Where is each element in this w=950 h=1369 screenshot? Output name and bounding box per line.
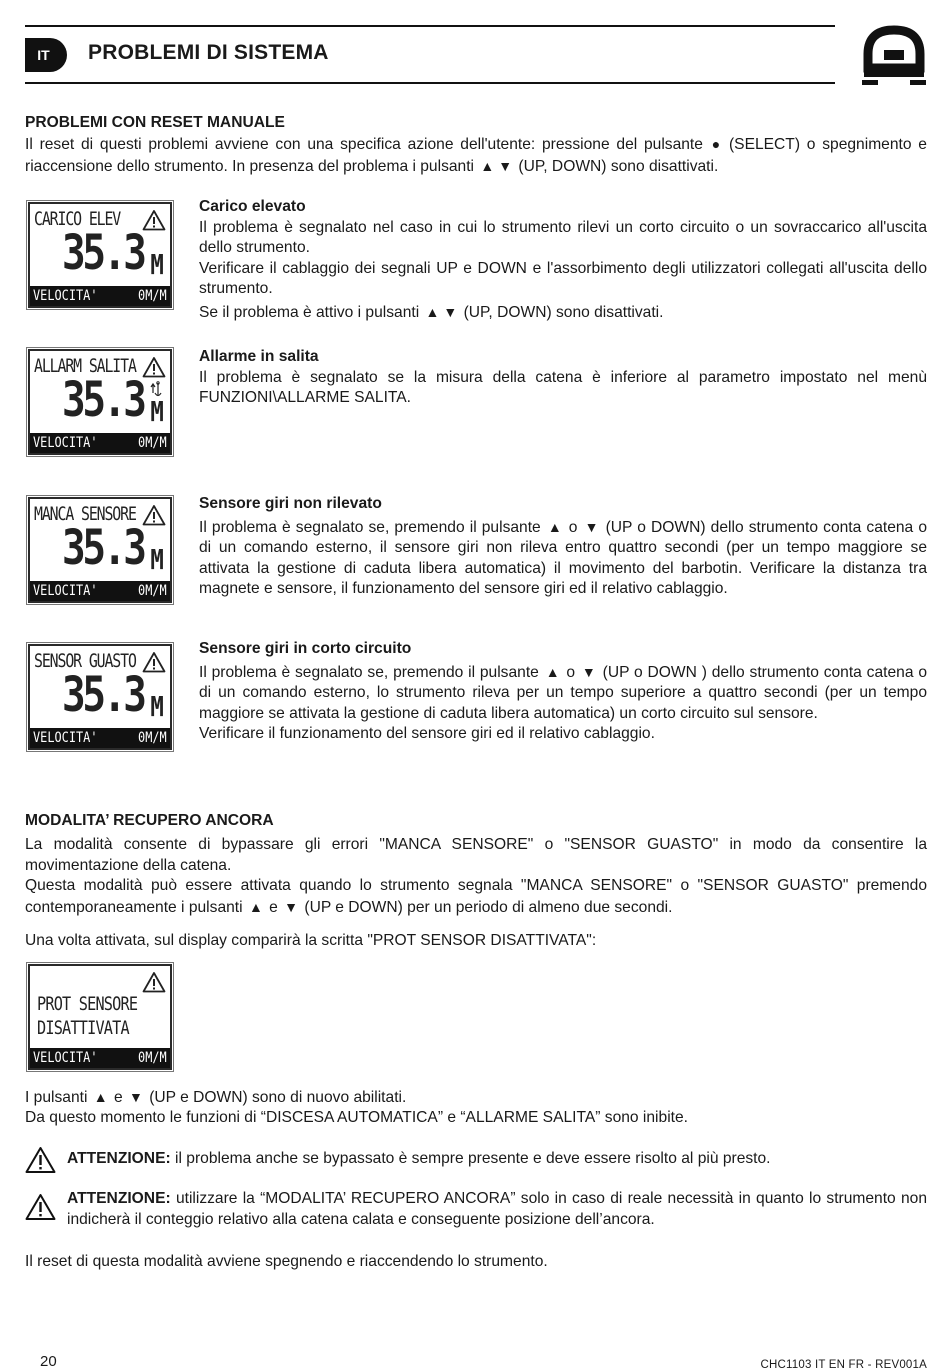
header-top-rule bbox=[25, 25, 835, 27]
recovery-p6: Il reset di questa modalità avviene spegnendo e riaccendendo lo strumento. bbox=[25, 1253, 548, 1270]
lcd-speed-bar: VELOCITA' 0M/M bbox=[30, 1048, 170, 1068]
quick-logo-icon bbox=[862, 24, 926, 86]
lcd-carico-elevato bbox=[28, 202, 172, 308]
problem-title: Sensore giri non rilevato bbox=[199, 495, 382, 512]
lcd-speed-bar: VELOCITA' 0M/M bbox=[30, 286, 170, 306]
down-arrow-icon: ▼ bbox=[584, 518, 599, 535]
lcd-allarme-salita bbox=[28, 349, 172, 455]
lcd-unit: M bbox=[150, 248, 164, 281]
lcd-message: MANCA SENSORE bbox=[34, 503, 136, 525]
warning-icon bbox=[25, 1146, 56, 1174]
lcd-value: 35.3 bbox=[62, 667, 144, 723]
manual-reset-intro: Il reset di questi problemi avviene con una specifica azione dell'utente: pressione del pulsante ● (SELECT) o spegnimento e riaccensione dello strumento. In presenza del problema i pulsanti ▲ ▼ (UP, DOWN) sono disattivati. bbox=[25, 136, 927, 175]
warning-icon bbox=[25, 1193, 56, 1221]
warning-icon bbox=[142, 651, 166, 673]
up-arrow-icon: ▲ bbox=[248, 898, 263, 915]
page-title: PROBLEMI DI SISTEMA bbox=[88, 41, 329, 64]
lcd-value: 35.3 bbox=[62, 520, 144, 576]
lcd-unit: M bbox=[150, 395, 164, 428]
down-arrow-icon: ▼ bbox=[498, 157, 513, 174]
warning-icon bbox=[142, 209, 166, 231]
lcd-speed-bar: VELOCITA' 0M/M bbox=[30, 581, 170, 601]
section-title-manual-reset: PROBLEMI CON RESET MANUALE bbox=[25, 114, 285, 131]
select-button-icon: ● bbox=[711, 136, 721, 152]
lcd-message: PROT SENSORE DISATTIVATA bbox=[37, 993, 138, 1039]
up-arrow-icon: ▲ bbox=[545, 663, 560, 680]
section-title-recovery: MODALITA’ RECUPERO ANCORA bbox=[25, 812, 274, 829]
page-number: 20 bbox=[40, 1353, 57, 1369]
lcd-prot-sensor-disattivata bbox=[28, 964, 172, 1070]
lcd-manca-sensore bbox=[28, 497, 172, 603]
recovery-p5: Da questo momento le funzioni di “DISCESA AUTOMATICA” e “ALLARME SALITA” sono inibite. bbox=[25, 1109, 688, 1126]
lcd-sensor-guasto bbox=[28, 644, 172, 750]
problem-sensore-non-rilevato: Sensore giri non rilevato Il problema è segnalato se, premendo il pulsante ▲ o ▼ (UP o DOWN) dello strumento conta catena o di un comando esterno, il sensore giri non rileva entro quattro secondi (per un tempo maggiore se attivata la gestione di caduta libera automatica) il movimento del barbotin. Verificare la distanza tra magnete e sensore, il funzionamento del sensore giri ed il relativo cablaggio. bbox=[199, 495, 927, 597]
document-code: CHC1103 IT EN FR - REV001A bbox=[760, 1359, 927, 1369]
attention-note-2: ATTENZIONE: utilizzare la “MODALITA’ RECUPERO ANCORA” solo in caso di reale necessità in quanto lo strumento non indicherà il conteggio relativo alla catena calata e conseguente posizione dell’ancora. bbox=[67, 1190, 927, 1228]
up-arrow-icon: ▲ bbox=[480, 157, 495, 174]
down-arrow-icon: ▼ bbox=[129, 1089, 143, 1105]
problem-sensore-corto-circuito: Sensore giri in corto circuito Il problema è segnalato se, premendo il pulsante ▲ o ▼ (UP o DOWN ) dello strumento conta catena o di un comando esterno, lo strumento rileva per un tempo superiore a quattro secondi (per un tempo maggiore se attivata la gestione di caduta libera automatica) un corto circuito sul sensore. Verificare il funzionamento del sensore giri ed il relativo cablaggio. bbox=[199, 640, 928, 742]
problem-carico-elevato: Carico elevato Il problema è segnalato nel caso in cui lo strumento rilevi un corto circuito o un sovraccarico all'uscita dello strumento. Verificare il cablaggio dei segnali UP e DOWN e l'assorbimento degli utilizzatori collegati all'uscita dello strumento. Se il problema è attivo i pulsanti ▲ ▼ (UP, DOWN) sono disattivati. bbox=[199, 198, 927, 321]
down-arrow-icon: ▼ bbox=[581, 663, 596, 680]
problem-title: Carico elevato bbox=[199, 198, 306, 215]
lcd-message: SENSOR GUASTO bbox=[34, 650, 136, 672]
recovery-p3: Una volta attivata, sul display comparirà la scritta "PROT SENSOR DISATTIVATA": bbox=[25, 932, 597, 949]
attention-note-1: ATTENZIONE: il problema anche se bypassato è sempre presente e deve essere risolto al più presto. bbox=[67, 1150, 771, 1167]
recovery-p2: Questa modalità può essere attivata quando lo strumento segnala "MANCA SENSORE" o "SENSOR GUASTO" premendo contemporaneamente i pulsanti ▲ e ▼ (UP e DOWN) per un periodo di almeno due secondi. bbox=[25, 877, 927, 916]
warning-icon bbox=[142, 356, 166, 378]
problem-title: Allarme in salita bbox=[199, 348, 319, 365]
header-bottom-rule bbox=[25, 82, 835, 84]
down-arrow-icon: ▼ bbox=[284, 898, 299, 915]
down-arrow-icon: ▼ bbox=[443, 303, 458, 320]
lcd-speed-bar: VELOCITA' 0M/M bbox=[30, 728, 170, 748]
problem-title: Sensore giri in corto circuito bbox=[199, 640, 412, 657]
lcd-speed-bar: VELOCITA' 0M/M bbox=[30, 433, 170, 453]
lcd-unit: M bbox=[150, 690, 164, 723]
lcd-value: 35.3 bbox=[62, 372, 144, 428]
warning-icon bbox=[142, 971, 166, 993]
problem-allarme-salita: Allarme in salita Il problema è segnalato se la misura della catena è inferiore al parametro impostato nel menù FUNZIONI\ALLARME SALITA. bbox=[199, 348, 927, 406]
warning-icon bbox=[142, 504, 166, 526]
up-arrow-icon: ▲ bbox=[93, 1089, 108, 1105]
recovery-p1: La modalità consente di bypassare gli errori "MANCA SENSORE" o "SENSOR GUASTO" in modo da consentire la movimentazione della catena. bbox=[25, 836, 927, 874]
up-arrow-icon: ▲ bbox=[547, 518, 562, 535]
lcd-value: 35.3 bbox=[62, 225, 144, 281]
up-arrow-icon: ▲ bbox=[425, 303, 440, 320]
lcd-message: CARICO ELEV bbox=[34, 208, 121, 230]
lcd-message: ALLARM SALITA bbox=[34, 355, 136, 377]
recovery-p4: I pulsanti ▲ e ▼ (UP e DOWN) sono di nuovo abilitati. bbox=[25, 1089, 407, 1106]
lcd-unit: M bbox=[150, 543, 164, 576]
language-badge: IT bbox=[25, 38, 67, 72]
